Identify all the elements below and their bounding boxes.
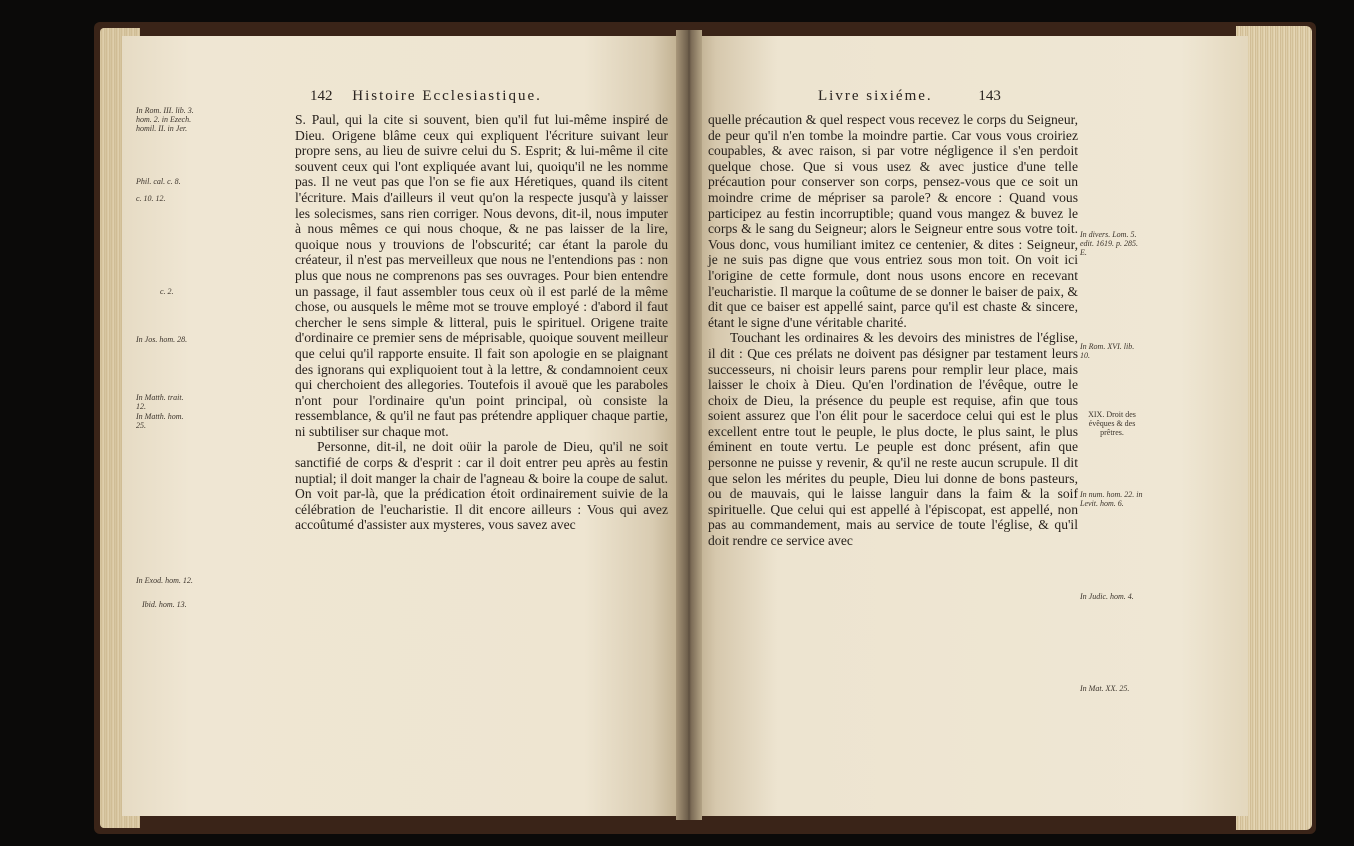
margin-note: In Jos. hom. 28.: [136, 335, 188, 344]
book-gutter: [676, 30, 702, 820]
paragraph: Personne, dit-il, ne doit oüir la parole de Dieu, qu'il ne soit sanctifié de corps & d'esprit : car il doit entrer peu après au festin nuptial; il doit manger la chair de l'agneau & boire la coupe de salut. On voit par-là, que la prédication étoit ordinairement suivie de la célébration de l'eucharistie. Il dit encore ailleurs : Vous qui avez accoûtumé d'assister aux mysteres, vous savez avec: [295, 439, 668, 533]
margin-note: In Exod. hom. 12.: [136, 576, 193, 585]
margin-note: Phil. cal. c. 8.: [136, 177, 181, 186]
margin-note: c. 2.: [160, 287, 174, 296]
margin-note: In Judic. hom. 4.: [1080, 592, 1134, 601]
left-page-number: 142: [310, 88, 333, 104]
margin-note: In num. hom. 22. in Levit. hom. 6.: [1080, 490, 1143, 508]
paragraph: quelle précaution & quel respect vous recevez le corps du Seigneur, de peur qu'il n'en tombe la moindre partie. Car vous vous croiriez coupables, & avec raison, si par votre négligence il s'en perdoit quelque chose. Que si vous usez & avec justice d'une telle précaution pour conserver son corps, pensez-vous que ce soit un moindre crime de mépriser sa parole? & encore : Quand vous participez au festin incorruptible; quand vous mangez & buvez le corps & le sang du Seigneur; alors le Seigneur entre sous votre toit. Vous donc, vous humiliant imitez ce centenier, & dites : Seigneur, je ne suis pas digne que vous entriez sous mon toit. On voit ici l'origine de cette formule, dont nous usons encore en recevant l'eucharistie. Il marque la coûtume de se donner le baiser de paix, & dit que ce baiser est appellé saint, parce qu'il est chaste & sincere, étant le signe d'une véritable charité.: [708, 112, 1078, 330]
left-page-header: [310, 88, 542, 105]
paragraph: Touchant les ordinaires & les devoirs des ministres de l'église, il dit : Que ces prélats ne doivent pas désigner par testament leurs successeurs, ni choisir leurs parens pour remplir leur place, mais laisser le choix à Dieu. Qu'en l'ordination de l'évêque, outre le choix de Dieu, la présence du peuple est requise, afin que tous soient assurez que l'on élit pour le sacerdoce celui qui est le plus excellent entre tout le peuple, le plus docte, le plus saint, le plus éminent en toute vertu. Le peuple est donc présent, afin que personne ne puisse y revenir, & qu'il ne reste aucun scrupule. Il dit que selon les mérites du peuple, Dieu lui donne de bons pasteurs, ou de mauvais, qui le laisse languir dans la faim & la soif spirituelle. Que celui qui est appellé à l'épiscopat, est appellé, non pas au commandement, mais au service de toute l'église, & qu'il doit rendre ce service avec: [708, 330, 1078, 549]
left-running-head: Histoire Ecclesiastique.: [352, 88, 542, 104]
left-margin-notes: [136, 36, 196, 816]
margin-note: In Matth. hom. 25.: [136, 412, 184, 430]
margin-note: c. 10. 12.: [136, 194, 166, 203]
margin-note: In divers. Lom. 5. edit. 1619. p. 285. E.: [1080, 230, 1138, 257]
right-page-body: [708, 112, 1078, 549]
paragraph: S. Paul, qui la cite si souvent, bien qu'il fut lui-même inspiré de Dieu. Origene blâme ceux qui expliquent l'écriture suivant leur propre sens, au lieu de suivre celui du S. Esprit; & lui-même il cite souvent ceux qui l'ont expliquée avant lui, quoiqu'il ne les nomme pas. Il ne veut pas que l'on se fie aux Héretiques, quand ils citent l'écriture. Mais d'ailleurs il veut qu'on la respecte jusqu'à y laisser les solecismes, sans rien corriger. Nous devons, dit-il, nous imputer à nous mêmes ce qui nous choque, & ne pas laisser de la lire, quoique nous y trouvions de l'obscurité; car étant la parole du créateur, il n'est pas merveilleux que nous ne l'entendions pas : non plus que nous ne comprenons pas ses ouvrages. Pour bien entendre un passage, il faut assembler tous ceux où il est parlé de la même chose, ou ausquels le même mot se trouve employé : d'abord il faut chercher le sens simple & litteral, puis le spirituel. Origene traite d'ordinaire ce premier sens de méprisable, quoique souvent meilleur que celui qu'il rapporte ensuite. Il fait son apologie en se plaignant des ignorans qui expliquoient tout à la lettre, & condamnoient ceux qui cherchoient des allegories. Toutefois il avouë que les paraboles n'ont pour l'ordinaire qu'un point principal, où consiste la ressemblance, & qu'il ne faut pas prétendre appliquer chaque partie, ni subtiliser sur chaque mot.: [295, 112, 668, 439]
right-page-number: 143: [978, 88, 1001, 104]
margin-note: In Matth. trait. 12.: [136, 393, 184, 411]
left-page: [122, 36, 686, 816]
right-page-header: [818, 88, 1001, 105]
right-margin-notes: [1080, 36, 1146, 816]
left-page-body: [295, 112, 668, 533]
margin-note: In Rom. III. lib. 3. hom. 2. in Ezech. homil. II. in Jer.: [136, 106, 194, 133]
section-heading-note: XIX. Droit des évêques & des prêtres.: [1088, 410, 1136, 437]
right-page: [688, 36, 1248, 816]
margin-note: In Rom. XVI. lib. 10.: [1080, 342, 1135, 360]
margin-note: In Mat. XX. 25.: [1080, 684, 1130, 693]
margin-note: Ibid. hom. 13.: [142, 600, 187, 609]
right-running-head: Livre sixiéme.: [818, 88, 933, 104]
